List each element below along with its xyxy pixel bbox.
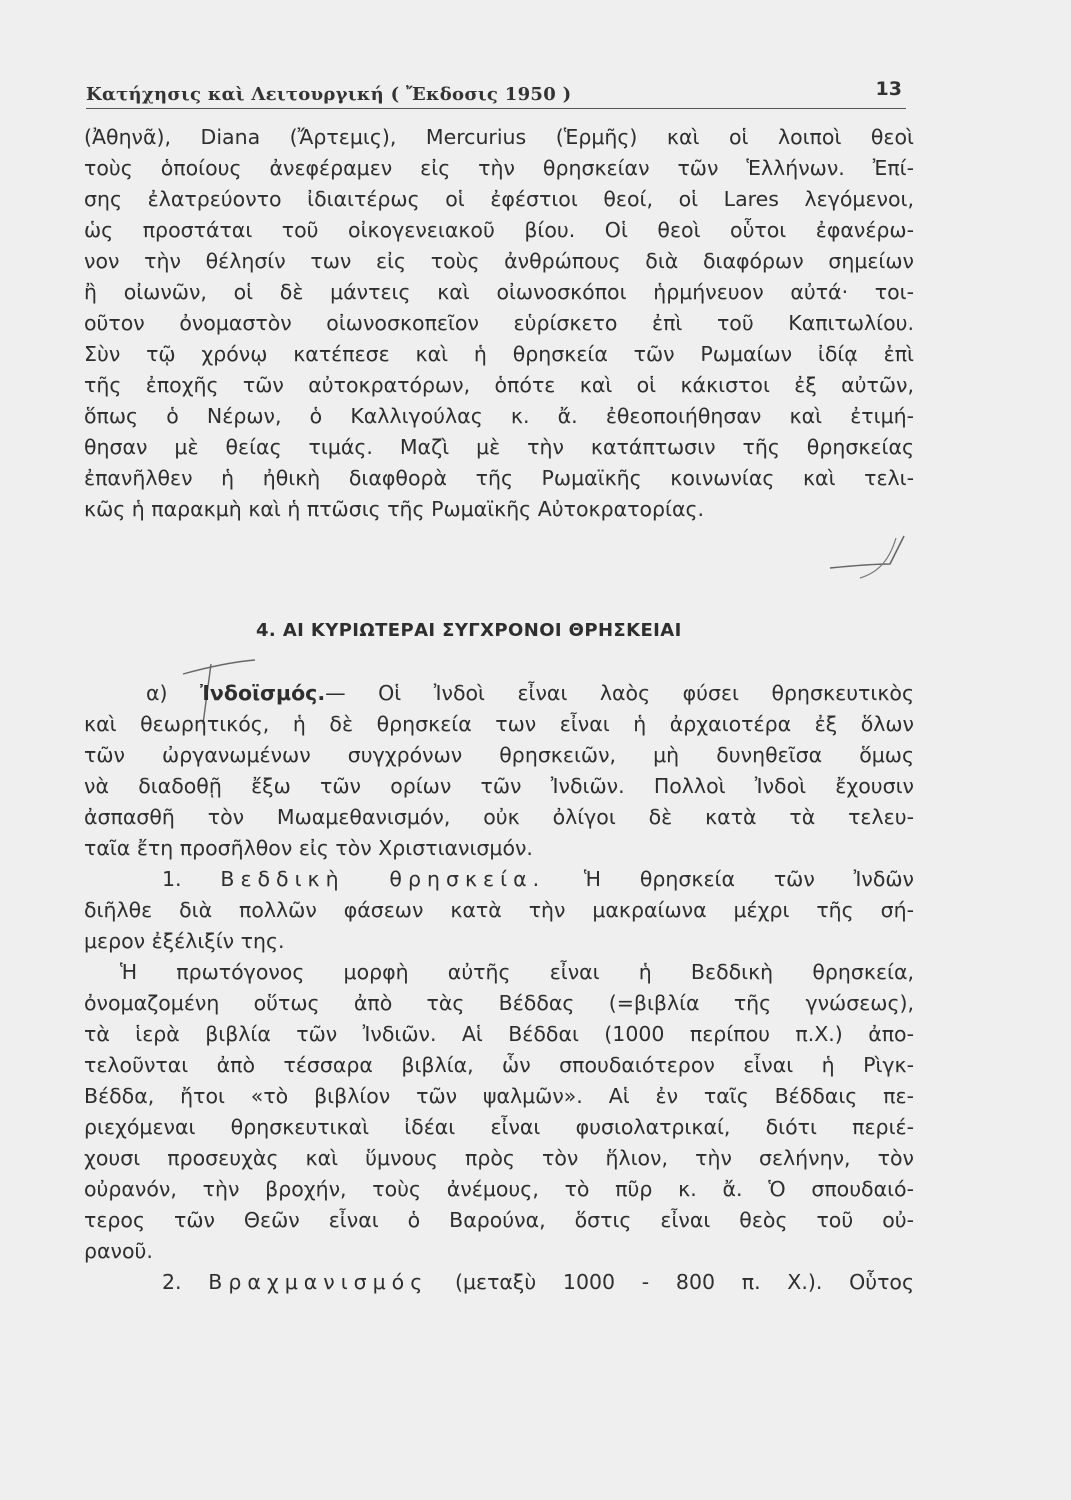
- text-line: νὰ διαδοθῇ ἔξω τῶν ορίων τῶν Ἰνδιῶν. Πολλοὶ Ἰνδοὶ ἔχουσιν: [84, 774, 914, 798]
- running-head-title: Κατήχησις καὶ Λειτουργική ( Ἔκδοσις 1950 ): [86, 84, 572, 105]
- text-line: ἐπανῆλθεν ἡ ἠθικὴ διαφθορὰ τῆς Ρωμαϊκῆς κοινωνίας καὶ τελι-: [84, 466, 914, 490]
- text-line: [84, 864, 914, 895]
- text-run: (μεταξὺ 1000 - 800 π. Χ.). Οὗτος: [428, 1270, 914, 1294]
- text-line: ὀνομαζομένη οὕτως ἀπὸ τὰς Βέδδας (=βιβλία τῆς γνώσεως),: [84, 991, 914, 1015]
- page-number: 13: [875, 78, 902, 100]
- text-line: τῆς ἐποχῆς τῶν αὐτοκρατόρων, ὁπότε καὶ οἱ κάκιστοι ἐξ αὐτῶν,: [84, 373, 914, 397]
- text-line: χουσι προσευχὰς καὶ ὕμνους πρὸς τὸν ἥλιον, τὴν σελήνην, τὸν: [84, 1146, 914, 1170]
- subsection-label: α): [146, 681, 201, 705]
- text-line: μερον ἐξέλιξίν της.: [84, 929, 285, 953]
- text-line: τὰ ἱερὰ βιβλία τῶν Ἰνδιῶν. Αἱ Βέδδαι (1000 περίπου π.Χ.) ἀπο-: [84, 1022, 914, 1046]
- section-heading: 4. ΑΙ ΚΥΡΙΩΤΕΡΑΙ ΣΥΓΧΡΟΝΟΙ ΘΡΗΣΚΕΙΑΙ: [256, 620, 682, 641]
- text-line: οὐρανόν, τὴν βροχήν, τοὺς ἀνέμους, τὸ πῦρ κ. ἄ. Ὁ σπουδαιό-: [84, 1177, 914, 1201]
- text-run: Ἡ θρησκεία τῶν Ἰνδῶν: [545, 867, 914, 891]
- text-line: ἢ οἰωνῶν, οἱ δὲ μάντεις καὶ οἰωνοσκόποι ἡρμήνευον αὐτά· τοι-: [84, 280, 914, 304]
- text-line: ριεχόμεναι θρησκευτικαὶ ἰδέαι εἶναι φυσιολατρικαί, διότι περιέ-: [84, 1115, 914, 1139]
- text-line: ρανοῦ.: [84, 1239, 153, 1263]
- text-line: ἀσπασθῆ τὸν Μωαμεθανισμόν, οὐκ ὀλίγοι δὲ κατὰ τὰ τελευ-: [84, 805, 914, 829]
- text-line: τερος τῶν Θεῶν εἶναι ὁ Βαρούνα, ὅστις εἶναι θεὸς τοῦ οὐ-: [84, 1208, 914, 1232]
- text-line: ὡς προστάται τοῦ οἰκογενειακοῦ βίου. Οἱ θεοὶ οὗτοι ἐφανέρω-: [84, 218, 914, 242]
- text-line: οῦτον ὀνομαστὸν οἰωνοσκοπεῖον εὑρίσκετο ἐπὶ τοῦ Καπιτωλίου.: [84, 311, 914, 335]
- item-number: 2.: [162, 1270, 209, 1294]
- text-line: διῆλθε διὰ πολλῶν φάσεων κατὰ τὴν μακραίωνα μέχρι τῆς σή-: [84, 898, 914, 922]
- text-line: ὅπως ὁ Νέρων, ὁ Καλλιγούλας κ. ἄ. ἐθεοποιήθησαν καὶ ἐτιμή-: [84, 404, 914, 428]
- text-line: [84, 678, 914, 709]
- text-line: Βέδδα, ἤτοι «τὸ βιβλίον τῶν ψαλμῶν». Αἱ ἐν ταῖς Βέδδαις πε-: [84, 1084, 914, 1108]
- text-line: θησαν μὲ θείας τιμάς. Μαζὶ μὲ τὴν κατάπτωσιν τῆς θρησκείας: [84, 435, 914, 459]
- text-line: Σὺν τῷ χρόνῳ κατέπεσε καὶ ἡ θρησκεία τῶν Ρωμαίων ἰδίᾳ ἐπὶ: [84, 342, 914, 366]
- text-line: (Ἀθηνᾶ), Diana (Ἄρτεμις), Mercurius (Ἑρμῆς) καὶ οἱ λοιποὶ θεοὶ: [84, 125, 914, 149]
- text-line: τῶν ὠργανωμένων συγχρόνων θρησκειῶν, μὴ δυνηθεῖσα ὅμως: [84, 743, 914, 767]
- text-line: καὶ θεωρητικός, ἡ δὲ θρησκεία των εἶναι ἡ ἀρχαιοτέρα ἐξ ὅλων: [84, 712, 914, 736]
- item-title: Βεδδικὴ θρησκεία.: [220, 867, 546, 891]
- paragraph-roman-religion: [84, 122, 914, 525]
- text-line: [84, 1267, 914, 1298]
- text-run: — Οἱ Ἰνδοὶ εἶναι λαὸς φύσει θρησκευτικὸς: [325, 681, 914, 705]
- text-line: τελοῦνται ἀπὸ τέσσαρα βιβλία, ὧν σπουδαιότερον εἶναι ἡ Ρὶγκ-: [84, 1053, 914, 1077]
- text-line: Ἡ πρωτόγονος μορφὴ αὐτῆς εἶναι ἡ Βεδδικὴ θρησκεία,: [120, 960, 914, 984]
- running-head: [86, 78, 906, 109]
- text-line: ταῖα ἔτη προσῆλθον εἰς τὸν Χριστιανισμόν.: [84, 836, 533, 860]
- text-line: σης ἐλατρεύοντο ἰδιαιτέρως οἱ ἐφέστιοι θεοί, οἱ Lares λεγόμενοι,: [84, 187, 914, 211]
- item-title: Βραχμανισμός: [208, 1270, 429, 1294]
- item-number: 1.: [162, 867, 221, 891]
- text-line: κῶς ἡ παρακμὴ καὶ ἡ πτῶσις τῆς Ρωμαϊκῆς Αὐτοκρατορίας.: [84, 497, 705, 521]
- text-line: τοὺς ὁποίους ἀνεφέραμεν εἰς τὴν θρησκείαν τῶν Ἑλλήνων. Ἐπί-: [84, 156, 914, 180]
- pencil-mark-icon: [820, 528, 910, 588]
- subsection-title: Ἰνδοϊσμός.: [200, 681, 326, 705]
- section-hinduism: [84, 678, 914, 1298]
- text-line: νον τὴν θέλησίν των εἰς τοὺς ἀνθρώπους διὰ διαφόρων σημείων: [84, 249, 914, 273]
